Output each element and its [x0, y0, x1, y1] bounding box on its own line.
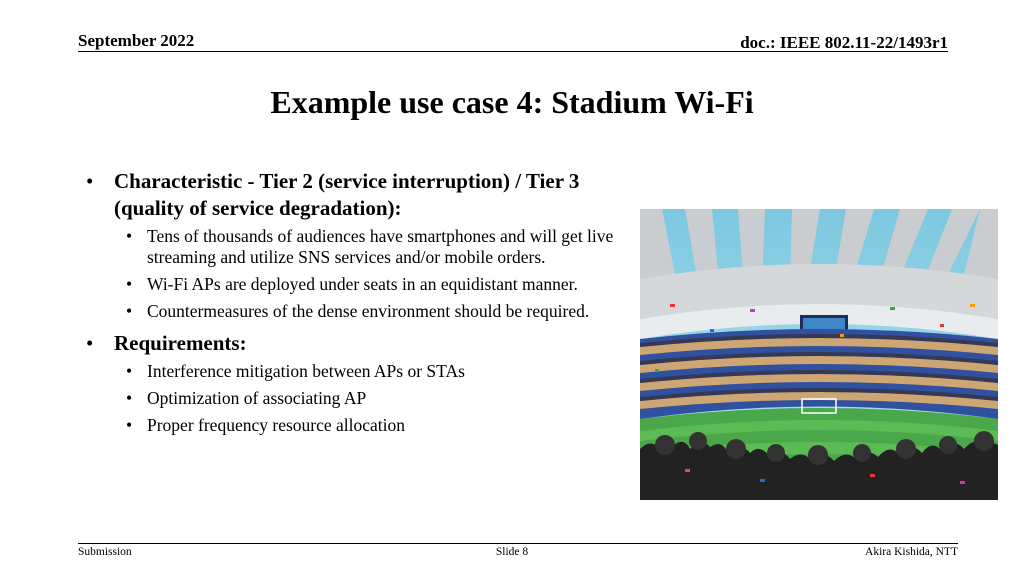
sub-bullet	[86, 361, 626, 382]
sub-bullet-text: Countermeasures of the dense environment should be required.	[147, 301, 590, 321]
sub-bullet	[86, 301, 626, 322]
sub-bullet-text: Interference mitigation between APs or STAs	[147, 361, 465, 381]
slide-title: Example use case 4: Stadium Wi-Fi	[270, 84, 754, 120]
sub-bullet-text: Tens of thousands of audiences have smartphones and will get live streaming and utilize SNS services and/or mobile orders.	[147, 226, 614, 267]
sub-bullet	[86, 274, 626, 295]
sub-bullet	[86, 415, 626, 436]
footer-author: Akira Kishida, NTT	[865, 546, 958, 558]
bullet-dot-icon: •	[126, 301, 133, 321]
header-date: September 2022	[78, 31, 195, 50]
footer-divider	[78, 543, 958, 544]
footer-submission: Submission	[78, 546, 132, 558]
bullet-characteristic	[86, 168, 626, 222]
bullet-text: Characteristic - Tier 2 (service interruption) / Tier 3 (quality of service degradation):	[114, 169, 580, 220]
bullet-dot-icon: •	[86, 331, 94, 355]
header-divider	[78, 51, 948, 52]
bullet-dot-icon: •	[126, 274, 133, 294]
sub-bullet-text: Proper frequency resource allocation	[147, 415, 406, 435]
bullet-dot-icon: •	[126, 415, 133, 435]
bullet-dot-icon: •	[126, 388, 133, 408]
bullet-dot-icon: •	[86, 169, 94, 193]
slide-body	[86, 168, 626, 442]
sub-bullet-text: Wi-Fi APs are deployed under seats in an equidistant manner.	[147, 274, 578, 294]
footer-slide-number: Slide 8	[495, 546, 529, 558]
sub-bullet	[86, 226, 626, 268]
bullet-text: Requirements:	[114, 331, 247, 355]
bullet-dot-icon: •	[126, 226, 133, 246]
sub-bullet-text: Optimization of associating AP	[147, 388, 367, 408]
bullet-requirements	[86, 330, 626, 357]
bullet-dot-icon: •	[126, 361, 133, 381]
sub-bullet	[86, 388, 626, 409]
header-doc-id: doc.: IEEE 802.11-22/1493r1	[740, 33, 948, 52]
stadium-illustration	[640, 209, 998, 500]
